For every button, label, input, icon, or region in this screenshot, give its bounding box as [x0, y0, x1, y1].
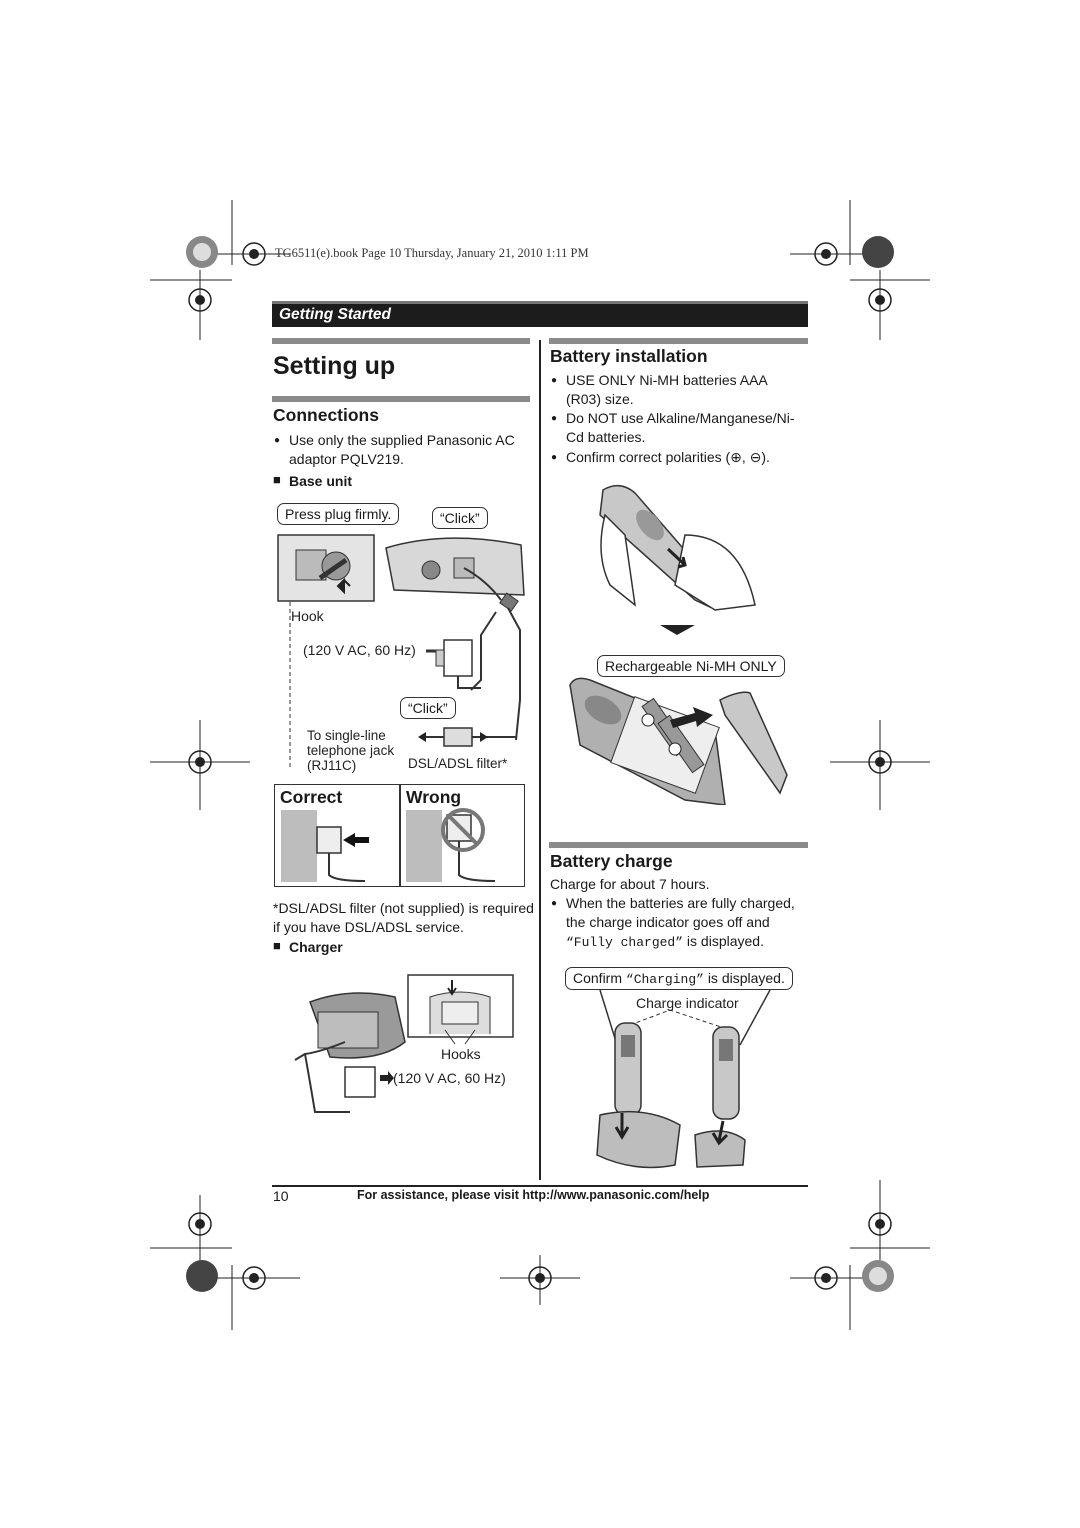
confirm-prefix: Confirm: [573, 970, 623, 986]
title-rule: [272, 338, 530, 344]
jack-label-line3: (RJ11C): [307, 758, 357, 773]
charge-bullet-prefix: When the batteries are fully charged, the charge indicator goes off and: [566, 895, 795, 930]
battery-installation-heading: Battery installation: [550, 346, 708, 366]
charge-bullet-suffix: is displayed.: [686, 933, 764, 949]
book-header: TG6511(e).book Page 10 Thursday, January 21, 2010 1:11 PM: [275, 246, 589, 260]
page-number: 10: [273, 1188, 289, 1204]
charger-diagram: [290, 972, 520, 1122]
charge-bullet-mono: “Fully charged”: [566, 935, 684, 950]
confirm-charging-callout: [565, 967, 793, 990]
filter-label: DSL/ADSL filter*: [408, 756, 508, 771]
battery-charge-illustration: [565, 985, 795, 1175]
charger-power-label: (120 V AC, 60 Hz): [393, 1070, 506, 1086]
connections-heading: Connections: [273, 405, 379, 425]
charge-bullet: [550, 894, 808, 952]
confirm-suffix: is displayed.: [707, 970, 785, 986]
correct-wrong-illustration: [275, 785, 525, 887]
assistance-link-text: For assistance, please visit http://www.panasonic.com/help: [357, 1188, 710, 1202]
battery-charge-heading: Battery charge: [550, 851, 673, 871]
charger-heading: ■ Charger: [273, 939, 343, 955]
rechargeable-callout: Rechargeable Ni-MH ONLY: [597, 655, 785, 677]
power-label: (120 V AC, 60 Hz): [303, 642, 416, 658]
footer-rule: [272, 1185, 808, 1187]
battery-bullet-1: ● USE ONLY Ni-MH batteries AAA (R03) size.: [550, 371, 805, 409]
hook-label: Hook: [291, 608, 324, 624]
press-plug-callout: Press plug firmly.: [277, 503, 399, 525]
page-title: Setting up: [273, 352, 396, 380]
charge-indicator-label: Charge indicator: [636, 995, 739, 1011]
correct-wrong-box: [274, 784, 525, 887]
section-header-bar: [272, 301, 808, 327]
charge-intro: Charge for about 7 hours.: [550, 876, 710, 892]
battery-bullet-3: ● Confirm correct polarities (⊕, ⊖).: [550, 448, 805, 467]
connections-bullet: ● Use only the supplied Panasonic AC adaptor PQLV219.: [273, 431, 531, 469]
wrong-label: Wrong: [406, 787, 462, 807]
battery-bullet-2: ● Do NOT use Alkaline/Manganese/Ni-Cd batteries.: [550, 409, 808, 447]
column-divider: [539, 340, 541, 1180]
battery-installation-rule: [549, 338, 808, 344]
dsl-footnote: *DSL/ADSL filter (not supplied) is required if you have DSL/ADSL service.: [273, 900, 534, 935]
section-label: Getting Started: [279, 306, 391, 323]
connections-rule: [272, 396, 530, 402]
battery-install-illustration: [565, 475, 795, 805]
correct-label: Correct: [280, 787, 343, 807]
jack-label-line1: To single-line: [307, 728, 386, 743]
click-callout-1: “Click”: [432, 507, 488, 529]
jack-label-line2: telephone jack: [307, 743, 395, 758]
hooks-label: Hooks: [441, 1046, 481, 1062]
base-unit-heading: ■ Base unit: [273, 473, 352, 489]
click-callout-2: “Click”: [400, 697, 456, 719]
jack-label: [307, 728, 394, 773]
battery-charge-rule: [549, 842, 808, 848]
confirm-mono: “Charging”: [625, 972, 704, 987]
